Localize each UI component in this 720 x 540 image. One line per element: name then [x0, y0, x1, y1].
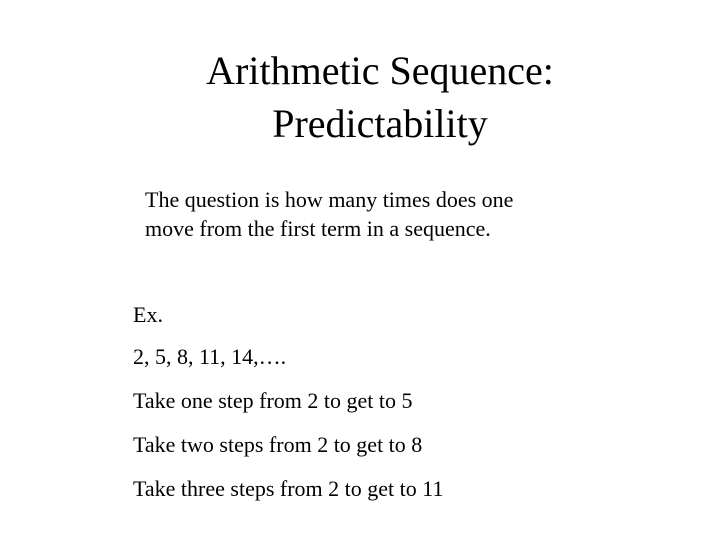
intro-line-2: move from the first term in a sequence. [145, 216, 491, 241]
intro-text [145, 185, 665, 243]
intro-line-1: The question is how many times does one [145, 187, 514, 212]
example-step-one: Take one step from 2 to get to 5 [133, 388, 413, 413]
sequence-text: 2, 5, 8, 11, 14,…. [133, 344, 287, 369]
slide-title [120, 44, 640, 150]
slide-title-line-2: Predictability [272, 101, 488, 146]
slide-title-line-1: Arithmetic Sequence: [206, 48, 554, 93]
example-step-three: Take three steps from 2 to get to 11 [133, 476, 444, 501]
example-label: Ex. [133, 302, 163, 327]
example-step-two: Take two steps from 2 to get to 8 [133, 432, 423, 457]
